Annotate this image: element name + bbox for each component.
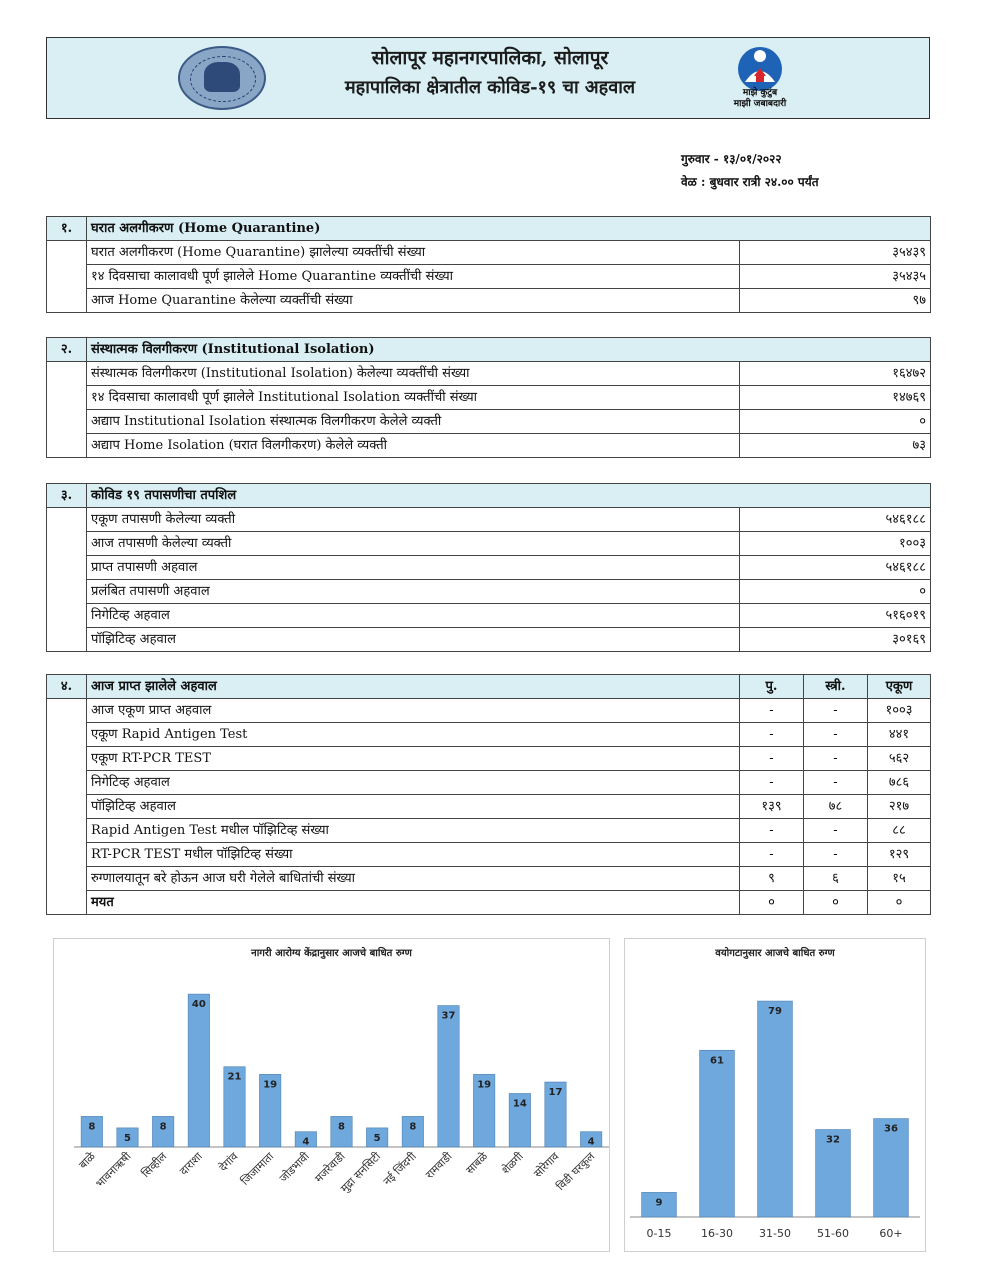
- table-row: रुग्णालयातून बरे होऊन आज घरी गेलेले बाधितांची संख्या ९ ६ १५: [47, 867, 931, 891]
- x-tick-label: जिजामाता: [238, 1149, 277, 1188]
- data-label: 17: [548, 1087, 563, 1099]
- bar: [700, 1050, 735, 1217]
- chart-by-health-center: [53, 938, 610, 1252]
- data-label: 5: [124, 1132, 131, 1144]
- data-label: 8: [409, 1121, 417, 1133]
- data-label: 14: [512, 1098, 527, 1110]
- data-label: 36: [884, 1123, 898, 1135]
- chart-title: वयोगटानुसार आजचे बाधित रुग्ण: [715, 948, 835, 959]
- table-row: आज Home Quarantine केलेल्या व्यक्तींची संख्या ९७: [47, 289, 931, 313]
- table-row: घरात अलगीकरण (Home Quarantine) झालेल्या व्यक्तींची संख्या ३५४३९: [47, 241, 931, 265]
- table-row: मयत ० ० ०: [47, 891, 931, 915]
- section-title: संस्थात्मक विलगीकरण (Institutional Isolation): [87, 338, 931, 362]
- table-row: १४ दिवसाचा कालावधी पूर्ण झालेले Home Quarantine व्यक्तींची संख्या ३५४३५: [47, 265, 931, 289]
- col-female-header: स्त्री.: [804, 675, 868, 699]
- table-row: आज तपासणी केलेल्या व्यक्ती १००३: [47, 532, 931, 556]
- chart-title: नागरी आरोग्य केंद्रानुसार आजचे बाधित रुग्ण: [251, 948, 412, 959]
- header-title-line1: सोलापूर महानगरपालिका, सोलापूर: [371, 47, 609, 69]
- x-tick-label: 51-60: [817, 1227, 849, 1240]
- x-tick-label: दाराशा: [177, 1149, 205, 1178]
- x-tick-label: जोडभावी: [276, 1149, 312, 1185]
- table-row: निगेटिव्ह अहवाल - - ७८६: [47, 771, 931, 795]
- table-row: एकूण RT-PCR TEST - - ५६२: [47, 747, 931, 771]
- x-tick-label: 0-15: [646, 1227, 672, 1240]
- data-label: 61: [710, 1055, 724, 1067]
- x-tick-label: 31-50: [759, 1227, 791, 1240]
- table-row: RT-PCR TEST मधील पॉझिटिव्ह संख्या - - १२९: [47, 843, 931, 867]
- x-tick-label: देगांव: [216, 1149, 241, 1174]
- data-label: 9: [655, 1197, 663, 1209]
- table-row: प्रलंबित तपासणी अहवाल ०: [47, 580, 931, 604]
- table-row: निगेटिव्ह अहवाल ५१६०१९: [47, 604, 931, 628]
- section-number: २.: [47, 338, 87, 362]
- section-number: ३.: [47, 484, 87, 508]
- logo-caption: माझे कुटुंब माझी जबाबदारी: [733, 88, 787, 109]
- col-male-header: पु.: [740, 675, 804, 699]
- todays-reports-table: [46, 674, 931, 915]
- data-label: 4: [302, 1136, 310, 1148]
- table-row: संस्थात्मक विलगीकरण (Institutional Isolation) केलेल्या व्यक्तींची संख्या १६४७२: [47, 362, 931, 386]
- table-row: अद्याप Institutional Isolation संस्थात्मक विलगीकरण केलेले व्यक्ती ०: [47, 410, 931, 434]
- report-date: गुरुवार - १३/०१/२०२२: [681, 152, 782, 166]
- section-title: घरात अलगीकरण (Home Quarantine): [87, 217, 931, 241]
- col-total-header: एकूण: [868, 675, 931, 699]
- bar: [758, 1001, 793, 1217]
- table-row: पॉझिटिव्ह अहवाल ३०१६९: [47, 628, 931, 652]
- home-quarantine-table: [46, 216, 931, 313]
- table-row: अद्याप Home Isolation (घरात विलगीकरण) केलेले व्यक्ती ७३: [47, 434, 931, 458]
- data-label: 32: [826, 1134, 840, 1146]
- table-row: एकूण तपासणी केलेल्या व्यक्ती ५४६१८८: [47, 508, 931, 532]
- x-tick-label: विडी घरकुल: [554, 1149, 598, 1194]
- bar: [188, 994, 209, 1147]
- bar-chart-age-group: [625, 961, 925, 1251]
- data-label: 79: [768, 1006, 782, 1018]
- x-tick-label: 16-30: [701, 1227, 733, 1240]
- header-title-line2: महापालिका क्षेत्रातील कोविड-१९ चा अहवाल: [344, 77, 636, 98]
- table-row: एकूण Rapid Antigen Test - - ४४१: [47, 723, 931, 747]
- x-tick-label: सिव्हील: [139, 1149, 170, 1181]
- chart-by-age-group: [624, 938, 926, 1252]
- section-number: १.: [47, 217, 87, 241]
- x-tick-label: भावनाऋषी: [93, 1149, 134, 1191]
- institutional-isolation-table: [46, 337, 931, 458]
- x-tick-label: मजरेवाडी: [312, 1149, 348, 1186]
- data-label: 5: [373, 1132, 381, 1144]
- report-time: वेळ : बुधवार रात्री २४.०० पर्यंत: [681, 175, 819, 189]
- bar: [438, 1006, 459, 1147]
- data-label: 8: [88, 1121, 96, 1133]
- data-label: 21: [227, 1071, 242, 1083]
- x-tick-label: रामवाडी: [423, 1149, 455, 1182]
- table-row: पॉझिटिव्ह अहवाल १३९ ७८ २१७: [47, 795, 931, 819]
- table-row: १४ दिवसाचा कालावधी पूर्ण झालेले Institutional Isolation व्यक्तींची संख्या १४७६९: [47, 386, 931, 410]
- municipal-seal-logo: [178, 46, 266, 110]
- data-label: 8: [338, 1121, 345, 1133]
- data-label: 4: [587, 1136, 595, 1148]
- data-label: 19: [263, 1079, 278, 1091]
- table-row: आज एकूण प्राप्त अहवाल - - १००३: [47, 699, 931, 723]
- x-tick-label: मुद्रा सनसिटी: [338, 1149, 384, 1196]
- section-number: ४.: [47, 675, 87, 699]
- x-tick-label: बाळे: [76, 1149, 98, 1172]
- x-tick-label: शेळगी: [499, 1149, 526, 1177]
- data-label: 8: [159, 1121, 167, 1133]
- covid-test-details-table: [46, 483, 931, 652]
- bar-chart-health-center: [54, 961, 609, 1251]
- x-tick-label: 60+: [879, 1227, 903, 1240]
- section-title: कोविड १९ तपासणीचा तपशिल: [87, 484, 931, 508]
- table-row: प्राप्त तपासणी अहवाल ५४६१८८: [47, 556, 931, 580]
- data-label: 40: [191, 999, 206, 1011]
- x-tick-label: साबळे: [463, 1149, 491, 1177]
- section-title: आज प्राप्त झालेले अहवाल: [87, 675, 740, 699]
- data-label: 19: [477, 1079, 492, 1091]
- table-row: Rapid Antigen Test मधील पॉझिटिव्ह संख्या - - ८८: [47, 819, 931, 843]
- x-tick-label: सोरेगाव: [531, 1149, 562, 1181]
- x-tick-label: नई जिंदगी: [380, 1149, 419, 1189]
- data-label: 37: [441, 1010, 456, 1022]
- family-responsibility-logo: [733, 44, 787, 94]
